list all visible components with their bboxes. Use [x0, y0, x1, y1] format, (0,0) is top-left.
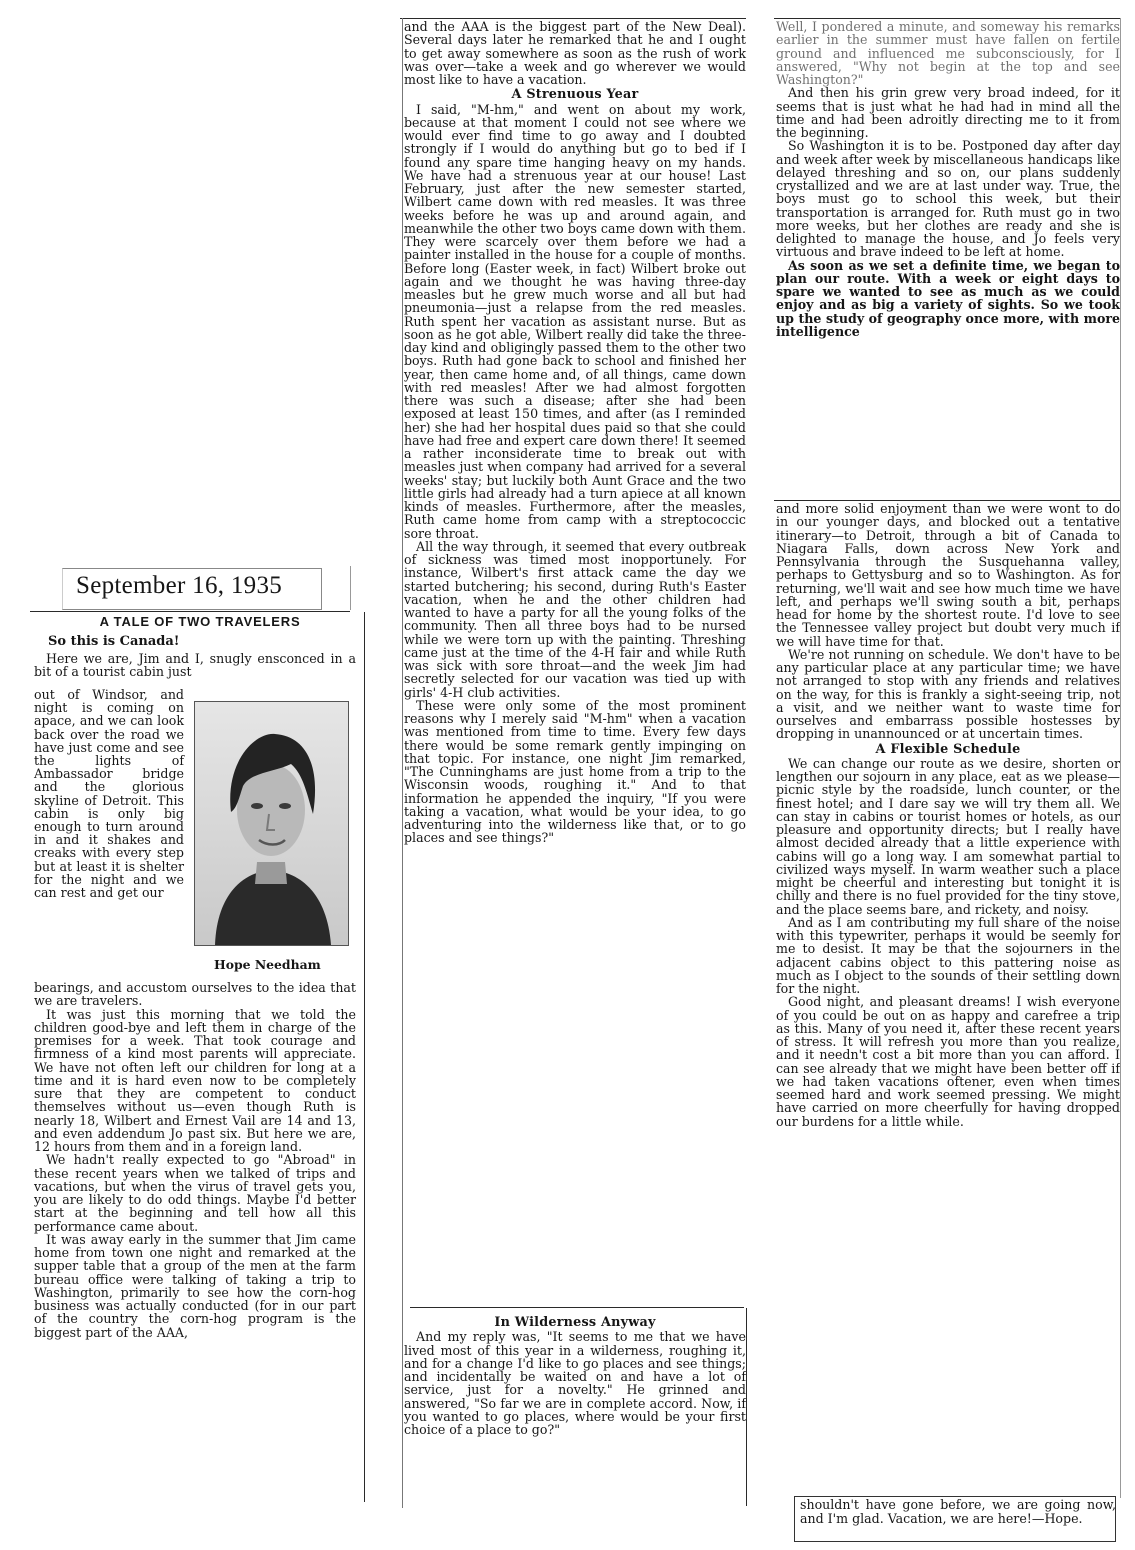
opening-line: Here we are, Jim and I, snugly ensconced in a bit of a tourist cabin just — [34, 651, 356, 680]
col1-paragraph-4: It was away early in the summer that Jim came home from town one night and remarked at the supper table that a group of the men at the farm bureau office were talking of taking a trip to Washington, primarily to see how the corn-hog business was actually conducted (for in our part of the country the corn-hog program is the biggest part of the AAA, — [34, 1231, 356, 1340]
subhead-strenuous-year: A Strenuous Year — [511, 87, 639, 103]
col3-paragraph-8: Good night, and pleasant dreams! I wish everyone of you could be out on as happy and carefree a trip as this. Many of you need it, after these recent years of stress. It will refresh you more than you realize, and it needn't cost a bit more than you can afford. I can see already that we might have been better off if we had taken vacations oftener, even when times seemed hard and work seemed pressing. We might have carried on more cheerfully for having dropped our burdens for a little while. — [776, 994, 1120, 1129]
col3-paragraph-6: We can change our route as we desire, shorten or lengthen our sojourn in any place, eat as we please—picnic style by the roadside, lunch counter, or the finest hotel; and I dare say we will try them all. We can stay in cabins or tourist homes or hotels, as our pleasure and opportunity directs; but I really have almost decided already that a little experience with cabins will go a long way. I am somewhat partial to civilized ways myself. In warm weather such a place might be cheerful and interesting but tonight it is chilly and there is no fuel provided for the tiny stove, and the place seems bare, and rickety, and noisy. — [776, 755, 1120, 917]
col2-paragraph-3: All the way through, it seemed that every outbreak of sickness was timed most inopportunely. For instance, Wilbert's first attack came the day we started butchering; his second, during Ruth's Easter vacation, when he and the other children had wanted to have a party for all the young folks of the community. Then all three boys had to be nursed while we were torn up with the painting. Threshing came just at the time of the 4-H fair and while Ruth was sick with sore throat—and the week Jim had secretly selected for our vacation was tied up with girls' 4-H club activities. — [404, 538, 746, 700]
article-kicker: So this is Canada! — [48, 634, 180, 649]
column-divider-2 — [402, 18, 403, 1508]
photo-caption: Hope Needham — [214, 957, 321, 972]
col3-paragraph-2: And then his grin grew very broad indeed, for it seems that is just what he had had in mind all the time and had been adroitly directing me to it from the beginning. — [776, 85, 1120, 140]
col3-paragraph-3: So Washington it is to be. Postponed day after day and week after week by miscellaneous handicaps like delayed threshing and so on, our plans suddenly crystallized and we are at last under way. True, the boys must go to school this week, but their transportation is arranged for. Ruth must go in two more weeks, but her clothes are ready and she is delighted to manage the house, and Jo feels very virtuous and brave indeed to be left at home. — [776, 138, 1120, 260]
column-2-continued — [404, 1314, 746, 1436]
col2-paragraph-2: I said, "M-hm," and went on about my work, because at that moment I could not see where we would ever find time to go away and I doubted strongly if I would do anything but go to bed if I found any spare time hanging heavy on my hands. We have had a strenuous year at our house! Last February, just after the new semester started, Wilbert came down with red measles. It was three weeks before he was up and around again, and meanwhile the other two boys came down with them. They were scarcely over them before we had a painter installed in the house for a couple of months. Before long (Easter week, in fact) Wilbert broke out again and we thought he was having three-day measles but he grew much worse and all but had pneumonia—just a relapse from the red measles. Ruth spent her vacation as assistant nurse. But as soon as he got able, Wilbert really did take the three-day kind and obligingly passed them to the other two boys. Ruth had gone back to school and finished her year, then came home and, of all things, came down with red measles! After we had almost forgotten there was such a disease; after she had been exposed at least 150 times, and after (as I reminded her) she had her hospital dues paid so that she could have had free and expert care down there! It seemed a rather inconsiderate time to break out with measles just when company had arrived for a several weeks' stay; but luckily both Aunt Grace and the two little girls had already had a turn apiece at all known kinds of measles. Furthermore, after the measles, Ruth came home from camp with a streptococcic sore throat. — [404, 101, 746, 541]
col2-paragraph-5: And my reply was, "It seems to me that we have lived most of this year in a wilderness, roughing it, and for a change I'd like to go places and see things; and incidentally be waited on and have a lot of service, just for a novelty." He grinned and answered, "So far we are in complete accord. Now, if you wanted to go places, where would be your first choice of a place to go?" — [404, 1329, 746, 1437]
column-3-continued — [776, 502, 1120, 1128]
column-divider-1 — [364, 612, 365, 1502]
column-3-right-edge — [1120, 18, 1121, 1498]
col3-paragraph-4a: As soon as we set a definite time, we began to plan our route. With a week or eight days to spare we wanted to see as much as we could enjoy and as big a variety of sights. So we took up the study of geography once more, with more intelligence — [776, 257, 1120, 339]
col2-paragraph-1: and the AAA is the biggest part of the New Deal). Several days later he remarked that he and I ought to get away somewhere as soon as the rush of work was over—take a week and go wherever we would most like to have a vacation. — [404, 19, 746, 87]
date-box-edge — [350, 566, 351, 610]
column-1-opening — [34, 652, 356, 679]
col3-paragraph-5: We're not running on schedule. We don't have to be any particular place at any particular time; we have not arranged to stop with any friends and relatives on the way, for this is frankly a sight-seeing trip, not a visit, and we neither want to waste time for ourselves and embarrass possible hostesses by dropping in unannounced or at uncertain times. — [776, 646, 1120, 742]
portrait-illustration — [195, 702, 348, 945]
column-3 — [776, 20, 1120, 338]
column-2-right-edge — [746, 1308, 747, 1506]
column-2 — [404, 20, 746, 845]
publication-date: September 16, 1935 — [76, 572, 283, 599]
col3-paragraph-1: Well, I pondered a minute, and someway his remarks earlier in the summer must have fallen on fertile ground and influenced me subconsciously, for I answered, "Why not begin at the top and see Washington?" — [776, 19, 1120, 87]
author-photo — [194, 701, 349, 946]
col2-paragraph-4: These were only some of the most prominent reasons why I merely said "M-hm" when a vacation was mentioned from time to time. Every few days there would be some remark gently impinging on that topic. For instance, one night Jim remarked, "The Cunninghams are just home from a trip to the Wisconsin woods, roughing it." And to that information he appended the inquiry, "If you were taking a vacation, what would be your idea, to go adventuring into the wilderness like that, or to go places and see things?" — [404, 697, 746, 846]
col3-paragraph-4b: and more solid enjoyment than we were wont to do in our younger days, and blocked out a tentative itinerary—to Detroit, through a bit of Canada to Niagara Falls, down across New York and Pennsylvania through the Susquehanna valley, perhaps to Gettysburg and so to Washington. As for returning, we'll wait and see how much time we have left, and perhaps we'll swing south a bit, perhaps head for home by the shortest route. I'd love to see the Tennessee valley project but doubt very much if we will have time for that. — [776, 501, 1120, 649]
col1-paragraph-3: We hadn't really expected to go "Abroad" in these recent years when we talked of trips and vacations, but when the virus of travel gets you, you are likely to do odd things. Maybe I'd better start at the beginning and tell how all this performance came about. — [34, 1152, 356, 1234]
column-2-mid-rule — [410, 1307, 744, 1308]
col3-paragraph-7: And as I am contributing my full share of the noise with this typewriter, perhaps it would be seemly for me to desist. It may be that the sojourners in the adjacent cabins object to this pattering noise as much as I object to the sounds of their settling down for the night. — [776, 914, 1120, 996]
closing-text: shouldn't have gone before, we are going now, and I'm glad. Vacation, we are here!—Hope. — [800, 1497, 1116, 1526]
subhead-flexible-schedule: A Flexible Schedule — [875, 741, 1021, 757]
headline-rule — [30, 611, 350, 612]
column-1-wrap-text: out of Windsor, and night is coming on apace, and we can look back over the road we have just come and see the lights of Ambassador bridge and the glorious skyline of Detroit. This cabin is only big enough to turn around in and it shakes and creaks with every step but at least it is shelter for the night and we can rest and get our — [34, 687, 184, 901]
col1-paragraph-2: It was just this morning that we told the children good-bye and left them in charge of the premises for a week. That took courage and firmness of a kind most parents will appreciate. We have not often left our children for long at a time and it is hard even now to be completely sure that they are competent to conduct themselves without us—even though Ruth is nearly 18, Wilbert and Ernest Vail are 14 and 13, and even addendum Jo past six. But here we are, 12 hours from them and in a foreign land. — [34, 1006, 356, 1154]
article-headline: A TALE OF TWO TRAVELERS — [99, 614, 301, 629]
opening-end: bearings, and accustom ourselves to the idea that we are travelers. — [34, 980, 356, 1009]
subhead-wilderness: In Wilderness Anyway — [494, 1315, 656, 1330]
column-1-lower — [34, 981, 356, 1339]
